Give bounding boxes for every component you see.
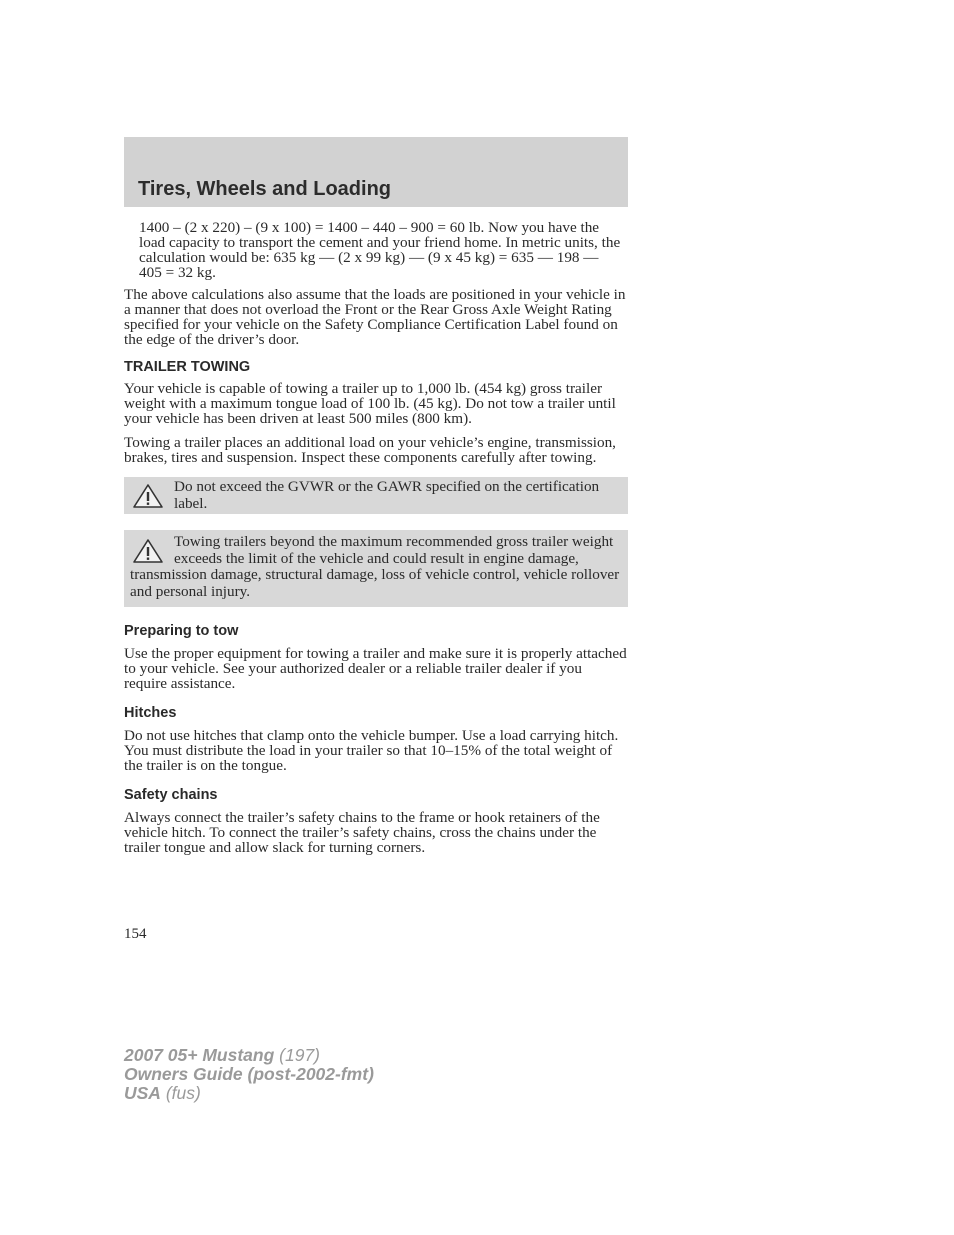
warning-text-towing-limit: Towing trailers beyond the maximum recommended gross trailer weight exceeds the limit of the vehicle and could result in engine damage, transmission damage, structural damage, loss of vehicle control, vehicle rollover and personal injury. — [130, 533, 620, 600]
page-content — [124, 220, 628, 864]
footer-model-name: 2007 05+ Mustang — [124, 1045, 275, 1065]
hitches-paragraph: Do not use hitches that clamp onto the vehicle bumper. Use a load carrying hitch. You must distribute the load in your trailer so that 10–15% of the total weight of the trailer is on the tongue. — [124, 727, 619, 774]
trailer-towing-heading: TRAILER TOWING — [124, 359, 251, 375]
footer-line-market — [124, 1084, 374, 1103]
section-title: Tires, Wheels and Loading — [138, 178, 392, 200]
warning-triangle-icon — [132, 538, 164, 564]
footer-market-code: (fus) — [165, 1083, 201, 1103]
footer-line-model — [124, 1046, 374, 1065]
warning-text-gvwr: Do not exceed the GVWR or the GAWR specified on the certification label. — [174, 478, 600, 512]
warning-box-towing-limit — [124, 530, 628, 607]
footer-guide-name: Owners Guide (post-2002-fmt) — [124, 1064, 374, 1084]
assumption-paragraph: The above calculations also assume that the loads are positioned in your vehicle in a manner that does not overload the Front or the Rear Gross Axle Weight Rating specified for your vehicle on the Safety Compliance Certification Label found on the edge of the driver’s door. — [124, 286, 626, 348]
document-footer — [124, 1046, 374, 1103]
warning-triangle-icon — [132, 483, 164, 509]
calculation-paragraph: 1400 – (2 x 220) – (9 x 100) = 1400 – 440 – 900 = 60 lb. Now you have the load capacity to transport the cement and your friend home. In metric units, the calculation would be: 635 kg — (2 x 99 kg) — (9 x 45 kg) = 635 — 198 — 405 = 32 kg. — [139, 219, 621, 281]
footer-market: USA — [124, 1083, 161, 1103]
hitches-heading: Hitches — [124, 705, 177, 721]
warning-box-gvwr — [124, 477, 628, 514]
footer-model-code: (197) — [279, 1045, 321, 1065]
trailer-load-paragraph: Towing a trailer places an additional load on your vehicle’s engine, transmission, brakes, tires and suspension. Inspect these components carefully after towing. — [124, 434, 616, 466]
safety-chains-heading: Safety chains — [124, 787, 218, 803]
safety-chains-paragraph: Always connect the trailer’s safety chains to the frame or hook retainers of the vehicle hitch. To connect the trailer’s safety chains, cross the chains under the trailer tongue and allow slack for turning corners. — [124, 809, 600, 856]
section-header-band — [124, 137, 628, 207]
trailer-capacity-paragraph: Your vehicle is capable of towing a trailer up to 1,000 lb. (454 kg) gross trailer weight with a maximum tongue load of 100 lb. (45 kg). Do not tow a trailer until your vehicle has been driven at least 500 miles (800 km). — [124, 380, 616, 427]
preparing-to-tow-heading: Preparing to tow — [124, 623, 239, 639]
footer-line-guide — [124, 1065, 374, 1084]
preparing-to-tow-paragraph: Use the proper equipment for towing a trailer and make sure it is properly attached to your vehicle. See your authorized dealer or a reliable trailer dealer if you require assistance. — [124, 645, 627, 692]
page-number: 154 — [124, 926, 147, 942]
